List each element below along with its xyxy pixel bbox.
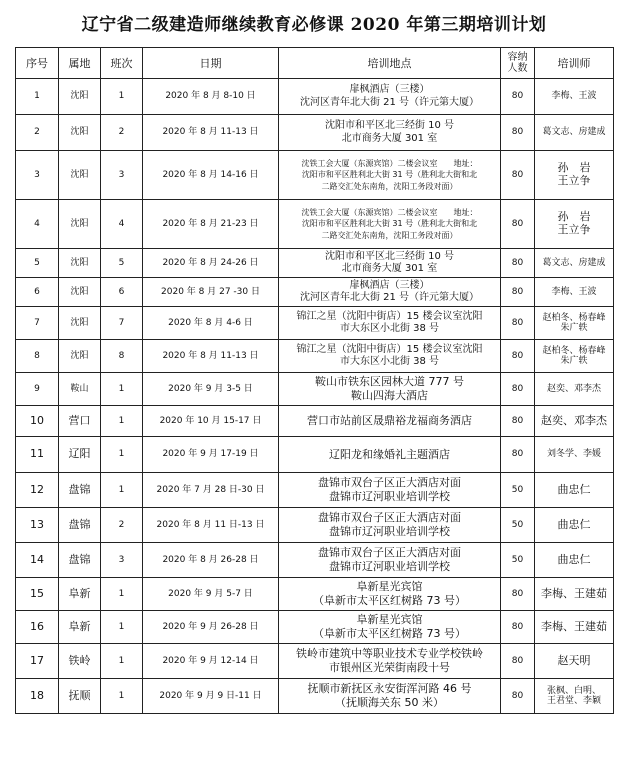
cell-trainer (535, 151, 614, 200)
cell-class: 7 (101, 307, 143, 340)
header-trainer: 培训师 (535, 48, 614, 79)
cell-class: 1 (101, 679, 143, 714)
cell-trainer (535, 307, 614, 340)
cell-trainer (535, 644, 614, 679)
cell-no: 4 (16, 200, 59, 249)
location-line: 沈河区青年北大街 21 号（许元第大厦） (299, 96, 480, 108)
location-line: 二路交汇处东南角，沈阳工务段对面） (321, 181, 458, 191)
cell-date: 2020 年 8 月 27 -30 日 (143, 278, 279, 307)
cell-city: 辽阳 (59, 437, 101, 473)
cell-no: 14 (16, 543, 59, 578)
cell-date: 2020 年 9 月 26-28 日 (143, 611, 279, 644)
trainer-line: 孙 岩 (557, 161, 591, 175)
cell-no: 9 (16, 373, 59, 406)
cell-location (279, 278, 501, 307)
cell-trainer (535, 278, 614, 307)
trainer-line: 李梅、王波 (551, 286, 597, 297)
trainer-line: 朱广轶 (560, 356, 588, 366)
cell-city: 沈阳 (59, 151, 101, 200)
cell-location (279, 406, 501, 437)
cell-trainer (535, 115, 614, 151)
cell-capacity: 80 (501, 373, 535, 406)
location-line: 辽阳龙和缘婚礼主题酒店 (329, 447, 450, 461)
cell-date: 2020 年 9 月 12-14 日 (143, 644, 279, 679)
cell-city: 沈阳 (59, 249, 101, 278)
cell-location (279, 644, 501, 679)
trainer-line: 赵奕、邓李杰 (541, 413, 607, 427)
cell-class: 2 (101, 508, 143, 543)
location-line: 鞍山四海大酒店 (351, 389, 428, 402)
header-date: 日期 (143, 48, 279, 79)
trainer-line: 李梅、王波 (551, 91, 597, 102)
cell-capacity: 80 (501, 437, 535, 473)
location-line: 抚顺市新抚区永安街浑河路 46 号 (307, 682, 472, 696)
cell-city: 沈阳 (59, 115, 101, 151)
cell-date: 2020 年 9 月 3-5 日 (143, 373, 279, 406)
cell-city: 阜新 (59, 578, 101, 611)
table-row (16, 200, 614, 249)
cell-city: 沈阳 (59, 278, 101, 307)
cell-capacity: 80 (501, 340, 535, 373)
location-line: 铁岭市建筑中等职业技术专业学校铁岭 (296, 647, 483, 661)
cell-no: 17 (16, 644, 59, 679)
trainer-line: 曲忠仁 (557, 552, 591, 566)
cell-trainer (535, 578, 614, 611)
cell-location (279, 543, 501, 578)
cell-trainer (535, 249, 614, 278)
table-row (16, 473, 614, 508)
cell-city: 阜新 (59, 611, 101, 644)
trainer-line: 李梅、王建茹 (541, 619, 607, 633)
cell-date: 2020 年 9 月 9 日-11 日 (143, 679, 279, 714)
trainer-line: 葛文志、房建成 (542, 257, 606, 268)
cell-date: 2020 年 10 月 15-17 日 (143, 406, 279, 437)
cell-date: 2020 年 8 月 11-13 日 (143, 340, 279, 373)
cell-city: 铁岭 (59, 644, 101, 679)
location-line: 市银州区光荣街南段十号 (329, 661, 450, 674)
cell-date: 2020 年 8 月 8-10 日 (143, 79, 279, 115)
cell-class: 5 (101, 249, 143, 278)
cell-city: 沈阳 (59, 307, 101, 340)
cell-capacity: 80 (501, 151, 535, 200)
table-row (16, 578, 614, 611)
cell-class: 1 (101, 644, 143, 679)
cell-date: 2020 年 7 月 28 日-30 日 (143, 473, 279, 508)
table-row (16, 340, 614, 373)
cell-date: 2020 年 8 月 26-28 日 (143, 543, 279, 578)
cell-class: 4 (101, 200, 143, 249)
table-row (16, 307, 614, 340)
location-line: 盘锦市辽河职业培训学校 (329, 490, 450, 503)
location-line: 阜新星光宾馆 (356, 613, 423, 627)
location-line: 扉枫酒店（三楼） (349, 279, 430, 291)
cell-city: 盘锦 (59, 543, 101, 578)
cell-no: 6 (16, 278, 59, 307)
cell-location (279, 611, 501, 644)
cell-capacity: 80 (501, 307, 535, 340)
cell-capacity: 80 (501, 679, 535, 714)
cell-location (279, 249, 501, 278)
cell-capacity: 50 (501, 543, 535, 578)
cell-location (279, 79, 501, 115)
location-line: 沈阳市和平区北三经街 10 号 (324, 250, 455, 262)
cell-trainer (535, 543, 614, 578)
cell-no: 16 (16, 611, 59, 644)
cell-no: 18 (16, 679, 59, 714)
document-title: 辽宁省二级建造师继续教育必修课 2020 年第三期培训计划 (81, 15, 547, 35)
cell-no: 1 (16, 79, 59, 115)
cell-date: 2020 年 9 月 5-7 日 (143, 578, 279, 611)
cell-capacity: 80 (501, 249, 535, 278)
cell-date: 2020 年 8 月 11 日-13 日 (143, 508, 279, 543)
cell-trainer (535, 373, 614, 406)
cell-location (279, 307, 501, 340)
cell-class: 3 (101, 151, 143, 200)
cell-location (279, 473, 501, 508)
cell-no: 5 (16, 249, 59, 278)
cell-class: 1 (101, 437, 143, 473)
cell-no: 12 (16, 473, 59, 508)
cell-trainer (535, 473, 614, 508)
trainer-line: 赵柏冬、杨春峰 (542, 345, 606, 356)
table-row (16, 278, 614, 307)
cell-no: 15 (16, 578, 59, 611)
cell-location (279, 373, 501, 406)
cell-date: 2020 年 8 月 11-13 日 (143, 115, 279, 151)
location-line: （抚顺海关东 50 米） (335, 696, 444, 709)
location-line: 北市商务大厦 301 室 (341, 263, 438, 274)
cell-class: 2 (101, 115, 143, 151)
cell-class: 1 (101, 373, 143, 406)
cell-capacity: 50 (501, 473, 535, 508)
trainer-line: 朱广轶 (560, 323, 588, 333)
table-body (16, 79, 614, 714)
location-line: 市大东区小北街 38 号 (339, 356, 440, 367)
trainer-line: 孙 岩 (557, 210, 591, 224)
trainer-line: 赵天明 (557, 653, 591, 667)
cell-location (279, 679, 501, 714)
cell-location (279, 115, 501, 151)
cell-no: 7 (16, 307, 59, 340)
trainer-line: 赵柏冬、杨春峰 (542, 312, 606, 323)
trainer-line: 刘冬学、李媛 (546, 449, 601, 460)
cell-class: 1 (101, 406, 143, 437)
cell-city: 鞍山 (59, 373, 101, 406)
training-schedule-table (15, 47, 614, 714)
cell-no: 13 (16, 508, 59, 543)
table-header-row (16, 48, 614, 79)
location-line: 沈阳市和平区胜利北大街 31 号（胜利北大街和北 (301, 219, 478, 229)
trainer-line: 王立争 (557, 174, 591, 187)
table-row (16, 79, 614, 115)
cell-capacity: 80 (501, 115, 535, 151)
location-line: 盘锦市双台子区正大酒店对面 (318, 511, 461, 525)
trainer-line: 王立争 (557, 223, 591, 236)
cell-trainer (535, 437, 614, 473)
cell-date: 2020 年 8 月 24-26 日 (143, 249, 279, 278)
cell-city: 沈阳 (59, 200, 101, 249)
cell-capacity: 80 (501, 406, 535, 437)
table-row (16, 508, 614, 543)
location-line: 沈铁工会大厦（东源宾馆）二楼会议室 地址： (301, 207, 478, 217)
location-line: 沈河区青年北大街 21 号（许元第大厦） (299, 292, 480, 303)
table-row (16, 437, 614, 473)
cell-city: 沈阳 (59, 340, 101, 373)
cell-trainer (535, 79, 614, 115)
location-line: 扉枫酒店（三楼） (349, 84, 430, 95)
location-line: 北市商务大厦 301 室 (341, 132, 438, 144)
cell-date: 2020 年 9 月 17-19 日 (143, 437, 279, 473)
location-line: 锦江之星（沈阳中街店）15 楼会议室沈阳 (296, 310, 483, 322)
location-line: 沈铁工会大厦（东源宾馆）二楼会议室 地址： (301, 158, 478, 168)
trainer-line: 葛文志、房建成 (542, 127, 606, 138)
cell-trainer (535, 200, 614, 249)
location-line: 二路交汇处东南角，沈阳工务段对面） (321, 230, 458, 240)
cell-no: 3 (16, 151, 59, 200)
cell-location (279, 508, 501, 543)
location-line: 市大东区小北街 38 号 (339, 323, 440, 334)
table-row (16, 115, 614, 151)
cell-capacity: 80 (501, 200, 535, 249)
table-row (16, 151, 614, 200)
cell-city: 营口 (59, 406, 101, 437)
location-line: 盘锦市辽河职业培训学校 (329, 525, 450, 538)
cell-capacity: 80 (501, 611, 535, 644)
cell-city: 盘锦 (59, 473, 101, 508)
header-location: 培训地点 (279, 48, 501, 79)
cell-class: 8 (101, 340, 143, 373)
location-line: （阜新市太平区红树路 73 号） (313, 627, 466, 640)
trainer-line: 张枫、白明、 (546, 685, 601, 696)
table-row (16, 611, 614, 644)
cell-no: 2 (16, 115, 59, 151)
cell-city: 抚顺 (59, 679, 101, 714)
table-row (16, 644, 614, 679)
cell-location (279, 578, 501, 611)
header-capacity: 容纳人数 (501, 48, 535, 79)
table-row (16, 679, 614, 714)
cell-city: 沈阳 (59, 79, 101, 115)
header-class: 班次 (101, 48, 143, 79)
header-no: 序号 (16, 48, 59, 79)
table-row (16, 249, 614, 278)
cell-class: 1 (101, 473, 143, 508)
trainer-line: 曲忠仁 (557, 482, 591, 496)
trainer-line: 王君堂、李颖 (546, 696, 601, 706)
trainer-line: 曲忠仁 (557, 517, 591, 531)
cell-trainer (535, 508, 614, 543)
location-line: 盘锦市双台子区正大酒店对面 (318, 546, 461, 560)
table-row (16, 543, 614, 578)
location-line: 锦江之星（沈阳中街店）15 楼会议室沈阳 (296, 343, 483, 355)
location-line: 鞍山市铁东区园林大道 777 号 (315, 375, 464, 389)
cell-trainer (535, 679, 614, 714)
table-row (16, 406, 614, 437)
cell-capacity: 80 (501, 644, 535, 679)
cell-class: 6 (101, 278, 143, 307)
cell-location (279, 200, 501, 249)
cell-capacity: 50 (501, 508, 535, 543)
cell-trainer (535, 611, 614, 644)
trainer-line: 李梅、王建茹 (541, 586, 607, 600)
cell-date: 2020 年 8 月 4-6 日 (143, 307, 279, 340)
cell-date: 2020 年 8 月 14-16 日 (143, 151, 279, 200)
cell-city: 盘锦 (59, 508, 101, 543)
cell-location (279, 340, 501, 373)
cell-class: 1 (101, 611, 143, 644)
cell-location (279, 151, 501, 200)
location-line: 阜新星光宾馆 (356, 580, 423, 594)
cell-capacity: 80 (501, 578, 535, 611)
cell-location (279, 437, 501, 473)
cell-no: 10 (16, 406, 59, 437)
cell-date: 2020 年 8 月 21-23 日 (143, 200, 279, 249)
cell-class: 1 (101, 578, 143, 611)
cell-trainer (535, 406, 614, 437)
location-line: 盘锦市双台子区正大酒店对面 (318, 476, 461, 490)
table-row (16, 373, 614, 406)
cell-class: 1 (101, 79, 143, 115)
cell-class: 3 (101, 543, 143, 578)
cell-no: 8 (16, 340, 59, 373)
location-line: 营口市站前区晟鼎裕龙福商务酒店 (307, 414, 472, 428)
location-line: 沈阳市和平区北三经街 10 号 (324, 120, 455, 131)
cell-capacity: 80 (501, 278, 535, 307)
location-line: （阜新市太平区红树路 73 号） (313, 594, 466, 607)
trainer-line: 赵奕、邓李杰 (546, 383, 601, 394)
header-city: 属地 (59, 48, 101, 79)
cell-capacity: 80 (501, 79, 535, 115)
cell-trainer (535, 340, 614, 373)
location-line: 沈阳市和平区胜利北大街 31 号（胜利北大街和北 (301, 170, 478, 180)
cell-no: 11 (16, 437, 59, 473)
location-line: 盘锦市辽河职业培训学校 (329, 560, 450, 573)
